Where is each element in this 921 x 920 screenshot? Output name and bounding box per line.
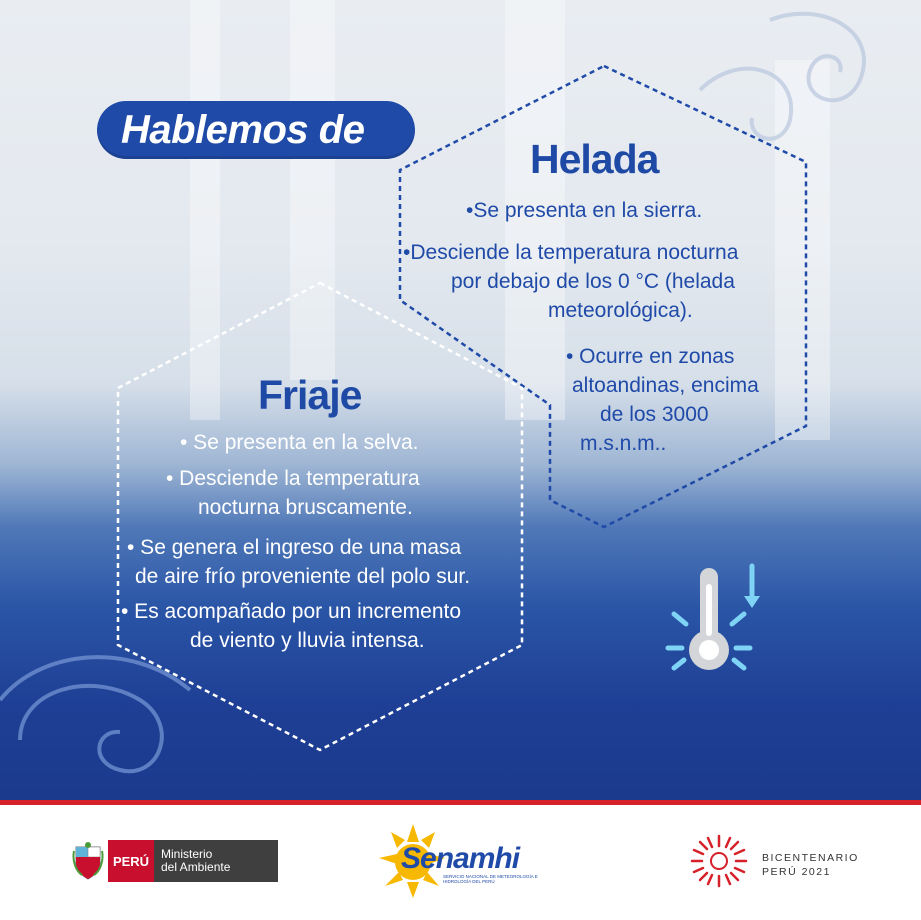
friaje-line: de aire frío proveniente del polo sur. <box>135 565 471 588</box>
helada-line: meteorológica). <box>548 299 693 322</box>
ministerio-line: del Ambiente <box>161 860 231 874</box>
bicentenario-line: PERÚ 2021 <box>762 866 831 878</box>
helada-line: •Desciende la temperatura nocturna <box>403 241 739 264</box>
friaje-line: • Desciende la temperatura <box>166 467 420 490</box>
helada-line: •Se presenta en la sierra. <box>466 199 703 222</box>
peru-label: PERÚ <box>108 840 154 882</box>
friaje-heading: Friaje <box>258 372 362 418</box>
friaje-line: • Se genera el ingreso de una masa <box>127 536 462 559</box>
friaje-line: • Es acompañado por un incremento <box>121 600 462 623</box>
helada-line: • Ocurre en zonas <box>566 345 735 368</box>
friaje-line: • Se presenta en la selva. <box>180 431 419 454</box>
ministerio-label <box>154 840 278 882</box>
senamhi-subtitle: SERVICIO NACIONAL DE METEOROLOGÍA E HIDROLOGÍA DEL PERÚ <box>443 874 538 884</box>
helada-line: altoandinas, encima <box>572 374 759 397</box>
senamhi-logo <box>377 822 557 902</box>
bicentenario-logo <box>688 830 858 890</box>
footer-stripe <box>0 800 921 805</box>
thermometer-down-icon <box>660 560 760 680</box>
peru-shield-icon <box>72 841 104 881</box>
gobierno-logo <box>72 840 278 882</box>
friaje-line: nocturna bruscamente. <box>198 496 413 519</box>
helada-line: m.s.n.m.. <box>580 432 667 455</box>
title-pill: Hablemos de <box>97 101 415 159</box>
ministerio-line: Ministerio <box>161 847 213 861</box>
senamhi-name: Senamhi <box>401 842 520 875</box>
friaje-line: de viento y lluvia intensa. <box>190 629 425 652</box>
helada-line: de los 3000 <box>600 403 709 426</box>
helada-line: por debajo de los 0 °C (helada <box>451 270 735 293</box>
bicentenario-line: BICENTENARIO <box>762 852 859 864</box>
helada-heading: Helada <box>530 136 659 182</box>
bicentenario-mark-icon <box>688 832 750 890</box>
